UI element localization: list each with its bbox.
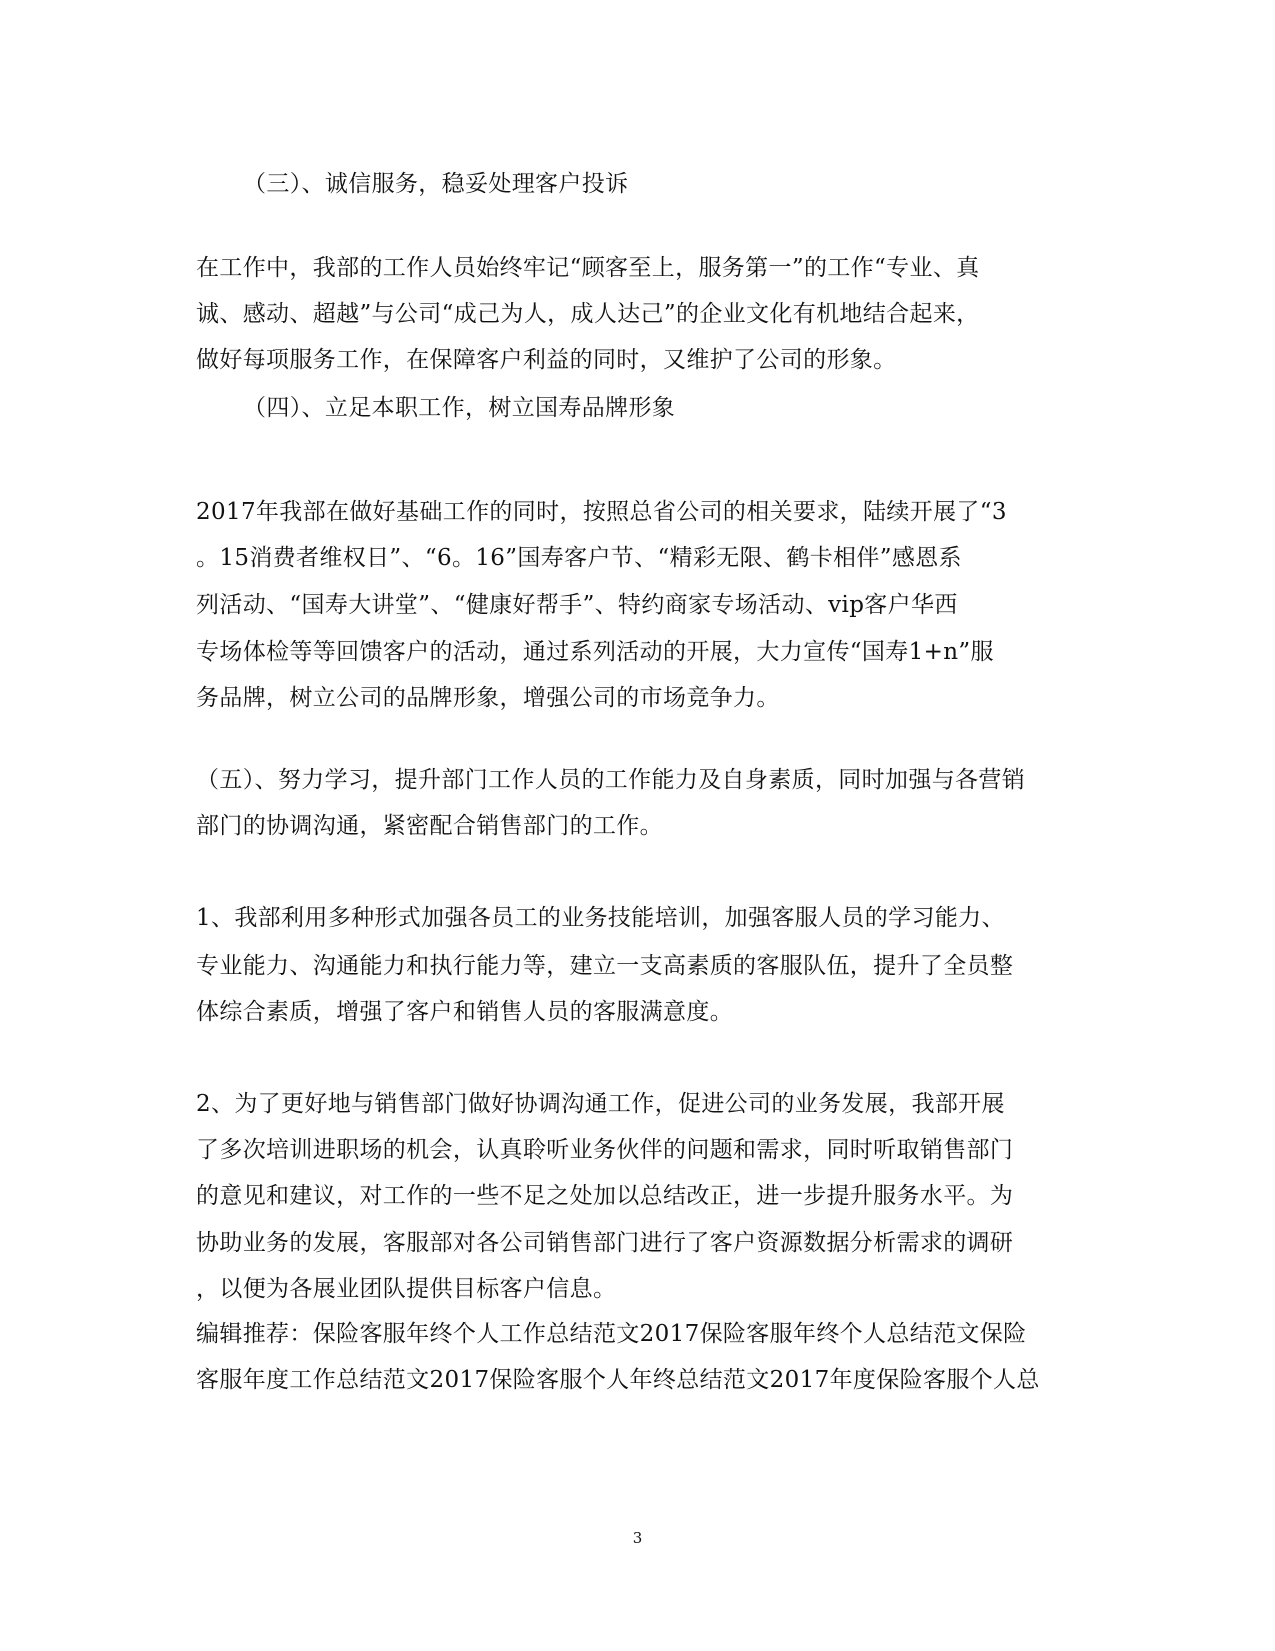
paragraph-line: 诚、感动、超越”与公司“成己为人，成人达己”的企业文化有机地结合起来， [196, 301, 980, 327]
paragraph-line: ，以便为各展业团队提供目标客户信息。 [196, 1276, 617, 1302]
paragraph-line: 。15消费者维权日”、“6。16”国寿客户节、“精彩无限、鹤卡相伴”感恩系 [196, 545, 962, 571]
recommendation-line: 编辑推荐：保险客服年终个人工作总结范文2017保险客服年终个人总结范文保险 [196, 1321, 1027, 1347]
paragraph-line: 体综合素质，增强了客户和销售人员的客服满意度。 [196, 999, 734, 1025]
paragraph-line: 2、为了更好地与销售部门做好协调沟通工作，促进公司的业务发展，我部开展 [196, 1091, 1005, 1117]
paragraph-line: 了多次培训进职场的机会，认真聆听业务伙伴的问题和需求，同时听取销售部门 [196, 1137, 1014, 1163]
paragraph-line: 列活动、“国寿大讲堂”、“健康好帮手”、特约商家专场活动、vip客户华西 [196, 592, 958, 618]
paragraph-line: 做好每项服务工作，在保障客户利益的同时，又维护了公司的形象。 [196, 347, 897, 373]
paragraph-line: 的意见和建议，对工作的一些不足之处加以总结改正，进一步提升服务水平。为 [196, 1183, 1014, 1209]
section-heading-five: （五）、努力学习，提升部门工作人员的工作能力及自身素质，同时加强与各营销 [196, 767, 1026, 793]
paragraph-line: 专业能力、沟通能力和执行能力等，建立一支高素质的客服队伍，提升了全员整 [196, 953, 1014, 979]
paragraph-line: 在工作中，我部的工作人员始终牢记“顾客至上，服务第一”的工作“专业、真 [196, 255, 980, 281]
recommendation-line: 客服年度工作总结范文2017保险客服个人年终总结范文2017年度保险客服个人总 [196, 1367, 1040, 1393]
paragraph-line: 1、我部利用多种形式加强各员工的业务技能培训，加强客服人员的学习能力、 [196, 905, 1005, 931]
paragraph-line: 务品牌，树立公司的品牌形象，增强公司的市场竞争力。 [196, 685, 780, 711]
section-heading-four: （四）、立足本职工作，树立国寿品牌形象 [243, 395, 676, 421]
paragraph-line: 2017年我部在做好基础工作的同时，按照总省公司的相关要求，陆续开展了“3 [196, 499, 1007, 525]
paragraph-line: 专场体检等等回馈客户的活动，通过系列活动的开展，大力宣传“国寿1+n”服 [196, 639, 994, 665]
section-heading-three: （三）、诚信服务，稳妥处理客户投诉 [243, 171, 629, 197]
paragraph-line: 协助业务的发展，客服部对各公司销售部门进行了客户资源数据分析需求的调研 [196, 1230, 1014, 1256]
section-heading-five-continued: 部门的协调沟通，紧密配合销售部门的工作。 [196, 813, 663, 839]
page-number: 3 [632, 1529, 643, 1547]
